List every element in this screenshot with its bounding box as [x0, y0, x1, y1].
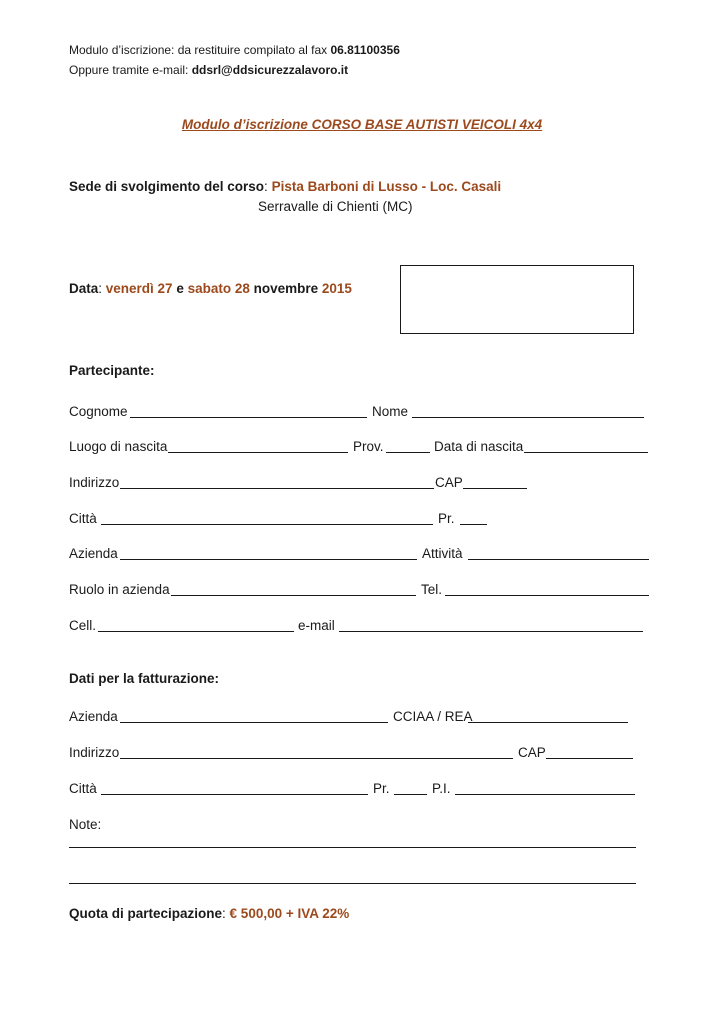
billing-azienda-label: Azienda [69, 709, 118, 724]
note-input-line-1[interactable] [69, 847, 636, 848]
prov-label: Prov. [353, 439, 384, 454]
cognome-label: Cognome [69, 404, 128, 419]
billing-heading: Dati per la fatturazione: [69, 671, 220, 686]
fax-text: Modulo d’iscrizione: da restituire compilato al fax [69, 43, 331, 57]
email-field-label: e-mail [298, 618, 335, 633]
pr-label: Pr. [438, 511, 455, 526]
cognome-input[interactable] [130, 417, 367, 418]
date-year: 2015 [321, 281, 352, 296]
citta-input[interactable] [101, 524, 433, 525]
data-nascita-input[interactable] [524, 452, 648, 453]
note-input-line-2[interactable] [69, 883, 636, 884]
pr-input[interactable] [460, 524, 487, 525]
billing-indirizzo-input[interactable] [120, 758, 513, 759]
azienda-input[interactable] [120, 559, 417, 560]
nome-label: Nome [372, 404, 409, 419]
venue-line: Sede di svolgimento del corso: Pista Barboni di Lusso - Loc. Casali [69, 179, 502, 194]
email-text: Oppure tramite e-mail: [69, 63, 192, 77]
fee-label: Quota di partecipazione [69, 906, 223, 921]
cap-label: CAP [435, 475, 463, 490]
fee-amount: € 500,00 + IVA 22% [229, 906, 350, 921]
indirizzo-label: Indirizzo [69, 475, 120, 490]
form-title: Modulo d’iscrizione CORSO BASE AUTISTI VEICOLI 4x4 [181, 117, 543, 132]
citta-label: Città [69, 511, 97, 526]
date-day1: venerdì 27 [105, 281, 173, 296]
cell-input[interactable] [98, 631, 294, 632]
date-label: Data [69, 281, 99, 296]
cciaa-input[interactable] [468, 722, 628, 723]
prov-input[interactable] [386, 452, 430, 453]
cell-label: Cell. [69, 618, 97, 633]
billing-citta-label: Città [69, 781, 97, 796]
venue-label: Sede di svolgimento del corso [69, 179, 265, 194]
fax-line [69, 43, 400, 57]
pi-label: P.I. [432, 781, 451, 796]
indirizzo-input[interactable] [120, 488, 434, 489]
venue-city: Serravalle di Chienti (MC) [258, 199, 413, 214]
billing-cap-label: CAP [518, 745, 546, 760]
pi-input[interactable] [455, 794, 635, 795]
tel-input[interactable] [445, 595, 649, 596]
attivita-input[interactable] [468, 559, 649, 560]
ruolo-label: Ruolo in azienda [69, 582, 170, 597]
email-line [69, 63, 348, 77]
note-label: Note: [69, 817, 102, 832]
billing-azienda-input[interactable] [120, 722, 388, 723]
fee-line: Quota di partecipazione: € 500,00 + IVA 22% [69, 906, 350, 921]
cciaa-label: CCIAA / REA [393, 709, 473, 724]
billing-indirizzo-label: Indirizzo [69, 745, 120, 760]
data-nascita-label: Data di nascita [434, 439, 524, 454]
nome-input[interactable] [412, 417, 644, 418]
participant-heading: Partecipante: [69, 363, 155, 378]
cap-input[interactable] [463, 488, 527, 489]
fax-number: 06.81100356 [330, 43, 400, 57]
tel-label: Tel. [421, 582, 443, 597]
attivita-label: Attività [422, 546, 463, 561]
billing-citta-input[interactable] [101, 794, 368, 795]
billing-pr-label: Pr. [373, 781, 390, 796]
email-address[interactable]: ddsrl@ddsicurezzalavoro.it [191, 63, 349, 77]
date-line: Data: venerdì 27 e sabato 28 novembre 2015 [69, 281, 352, 296]
email-input[interactable] [339, 631, 643, 632]
date-day2: sabato 28 [187, 281, 250, 296]
luogo-nascita-input[interactable] [168, 452, 348, 453]
billing-pr-input[interactable] [394, 794, 427, 795]
ruolo-input[interactable] [171, 595, 416, 596]
billing-cap-input[interactable] [546, 758, 633, 759]
venue-place: Pista Barboni di Lusso - Loc. Casali [271, 179, 502, 194]
azienda-label: Azienda [69, 546, 118, 561]
luogo-nascita-label: Luogo di nascita [69, 439, 168, 454]
stamp-box [400, 265, 634, 334]
